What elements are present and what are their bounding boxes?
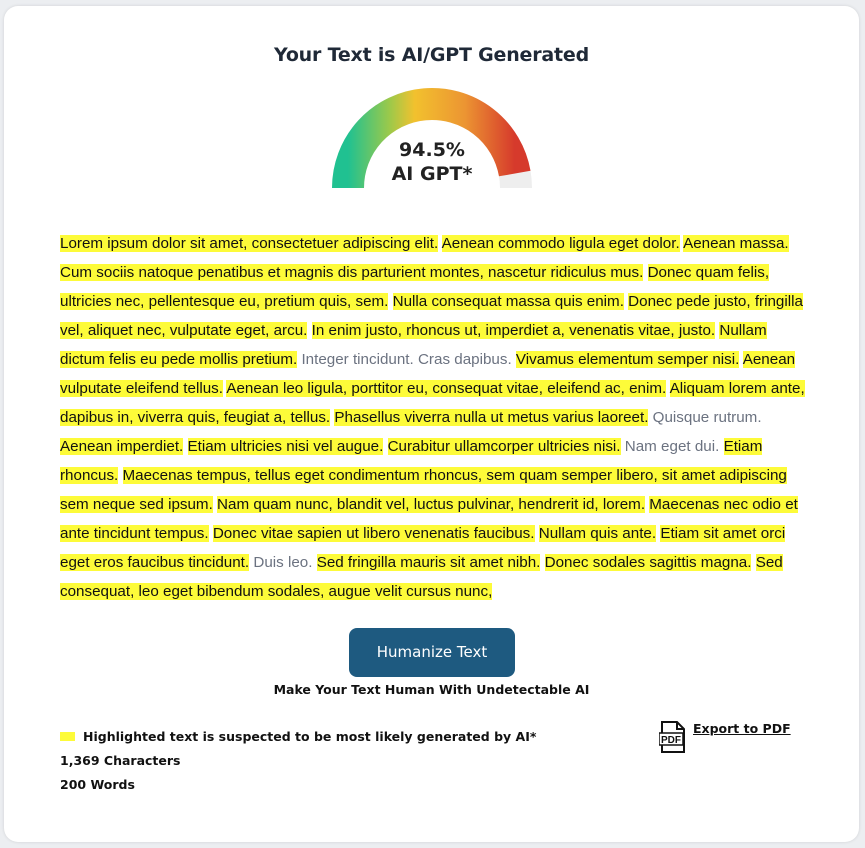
word-count: 200 Words: [60, 776, 135, 792]
highlighted-sentence: Sed fringilla mauris sit amet nibh.: [316, 554, 541, 571]
highlighted-sentence: Lorem ipsum dolor sit amet, consectetuer adipiscing elit.: [60, 235, 439, 252]
highlight-legend-label: Highlighted text is suspected to be most likely generated by AI*: [83, 728, 537, 744]
highlighted-sentence: Donec vitae sapien ut libero venenatis faucibus.: [212, 525, 535, 542]
pdf-icon[interactable]: [659, 721, 687, 753]
export-to-pdf-label[interactable]: Export to PDF: [693, 721, 791, 736]
ai-score-caption: AI GPT*: [391, 163, 473, 185]
highlighted-sentence: Nullam dictum felis eu pede mollis pretium.: [60, 322, 767, 368]
highlighted-sentence: Nullam quis ante.: [538, 525, 657, 542]
plain-sentence: Nam eget dui.: [624, 438, 720, 455]
highlighted-sentence: Aenean leo ligula, porttitor eu, consequat vitae, eleifend ac, enim.: [226, 380, 667, 397]
highlighted-sentence: Aenean massa.: [683, 235, 789, 252]
highlighted-sentence: Donec quam felis, ultricies nec, pellentesque eu, pretium quis, sem.: [60, 264, 770, 310]
highlighted-sentence: Aliquam lorem ante, dapibus in, viverra quis, feugiat a, tellus.: [60, 380, 805, 426]
result-card: [4, 6, 859, 842]
humanize-subtitle: Make Your Text Human With Undetectable AI: [273, 682, 590, 697]
plain-sentence: Duis leo.: [253, 554, 313, 571]
plain-sentence: Quisque rutrum.: [652, 409, 762, 426]
highlighted-sentence: Etiam rhoncus.: [60, 438, 763, 484]
ai-score-gauge: [328, 82, 536, 192]
highlighted-sentence: Cum sociis natoque penatibus et magnis dis parturient montes, nascetur ridiculus mus.: [60, 264, 644, 281]
plain-sentence: Cras dapibus.: [417, 351, 512, 368]
highlighted-sentence: Etiam sit amet orci eget eros faucibus tincidunt.: [60, 525, 786, 571]
plain-sentence: Integer tincidunt.: [301, 351, 414, 368]
svg-text:PDF: PDF: [661, 735, 681, 746]
highlighted-sentence: Sed consequat, leo eget bibendum sodales, augue velit cursus nunc,: [60, 554, 783, 600]
stats-panel: [60, 724, 536, 796]
highlighted-sentence: Aenean imperdiet.: [60, 438, 184, 455]
highlighted-sentence: Donec sodales sagittis magna.: [544, 554, 752, 571]
highlight-legend: [60, 724, 536, 748]
highlighted-sentence: Maecenas nec odio et ante tincidunt tempus.: [60, 496, 798, 542]
highlighted-sentence: Maecenas tempus, tellus eget condimentum rhoncus, sem quam semper libero, sit amet adipiscing sem neque sed ipsum.: [60, 467, 787, 513]
highlighted-sentence: Etiam ultricies nisi vel augue.: [187, 438, 384, 455]
highlighted-sentence: Nam quam nunc, blandit vel, luctus pulvinar, hendrerit id, lorem.: [217, 496, 646, 513]
analyzed-text: [60, 229, 812, 606]
highlighted-sentence: In enim justo, rhoncus ut, imperdiet a, venenatis vitae, justo.: [311, 322, 716, 339]
result-title: Your Text is AI/GPT Generated: [274, 44, 589, 66]
highlighted-sentence: Nulla consequat massa quis enim.: [392, 293, 624, 310]
ai-score-percent: 94.5%: [399, 139, 465, 161]
highlighted-sentence: Donec pede justo, fringilla vel, aliquet nec, vulputate eget, arcu.: [60, 293, 803, 339]
highlighted-sentence: Aenean commodo ligula eget dolor.: [441, 235, 680, 252]
highlighted-sentence: Phasellus viverra nulla ut metus varius laoreet.: [334, 409, 649, 426]
highlight-swatch: [60, 732, 75, 741]
character-count: 1,369 Characters: [60, 752, 181, 768]
export-to-pdf[interactable]: [659, 721, 791, 753]
highlighted-sentence: Curabitur ullamcorper ultricies nisi.: [387, 438, 621, 455]
humanize-text-button[interactable]: Humanize Text: [349, 628, 515, 677]
highlighted-sentence: Aenean vulputate eleifend tellus.: [60, 351, 796, 397]
highlighted-sentence: Vivamus elementum semper nisi.: [515, 351, 740, 368]
